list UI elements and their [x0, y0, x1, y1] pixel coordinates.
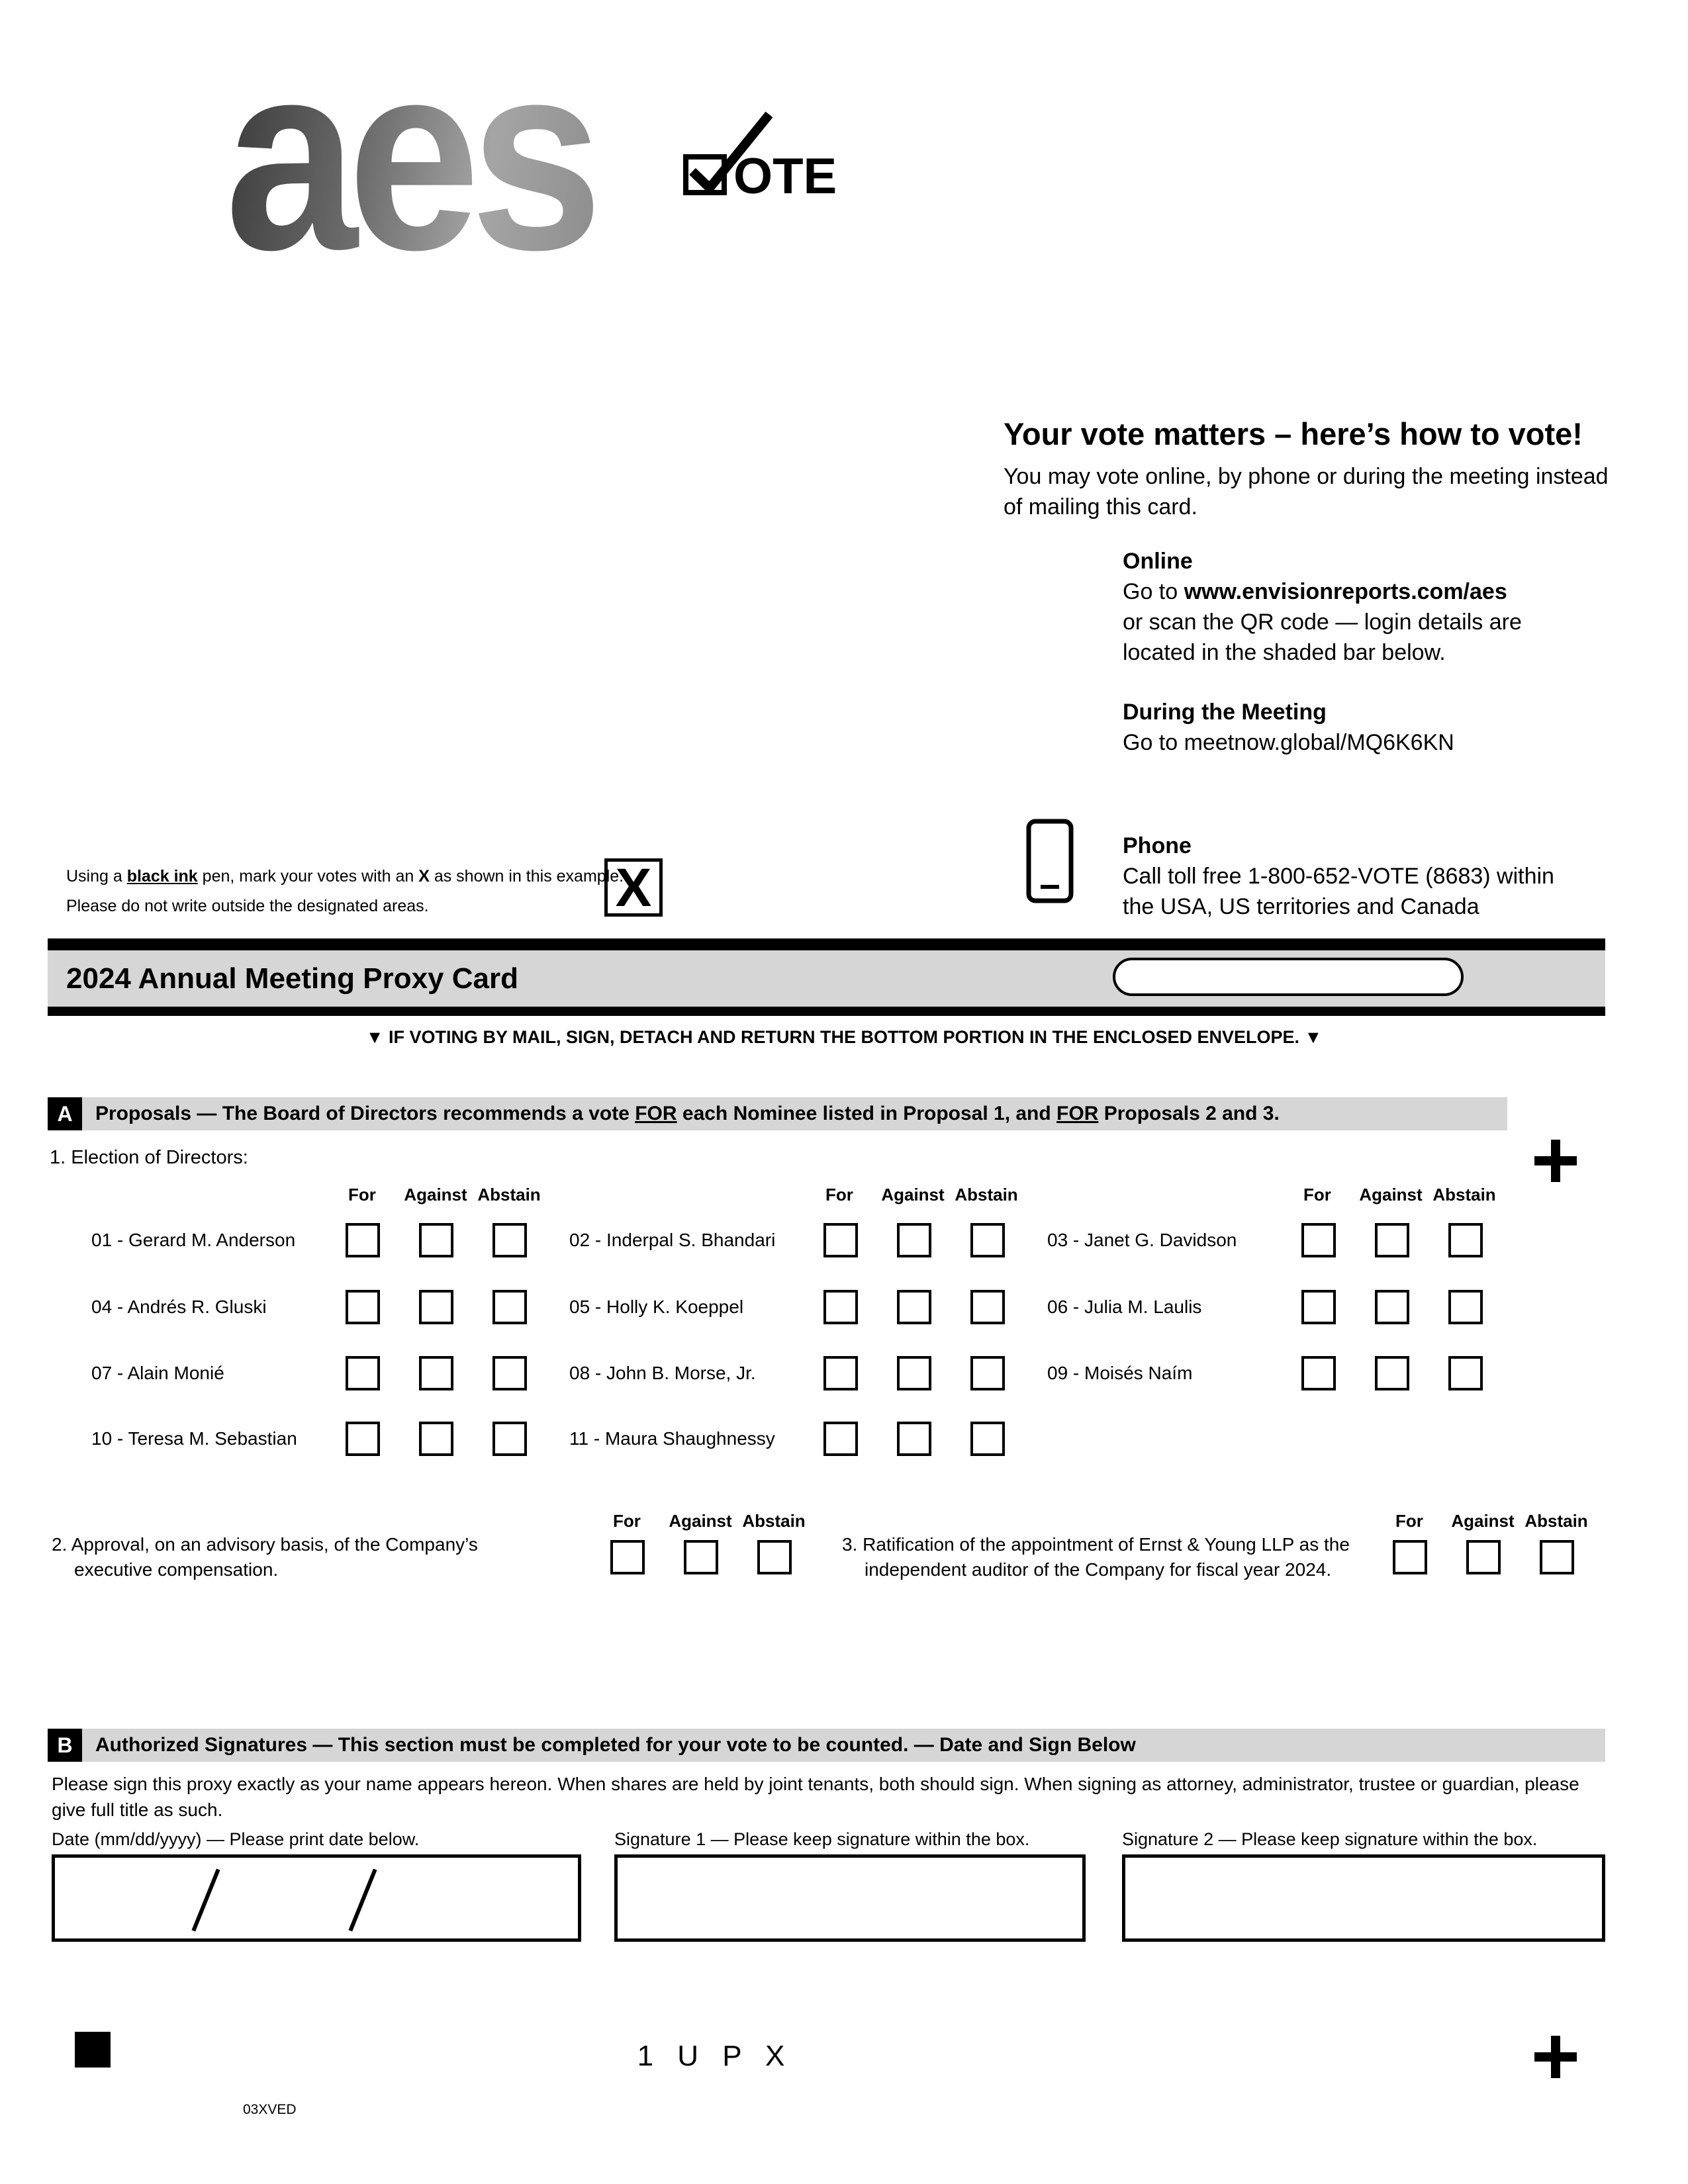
- abstain-header: Abstain: [1432, 1185, 1496, 1205]
- online-line1: [1123, 576, 1626, 607]
- nominee-01-abstain-checkbox[interactable]: [492, 1223, 527, 1257]
- nominee-06-abstain-checkbox[interactable]: [1448, 1290, 1483, 1324]
- nominee-label: 11 - Maura Shaughnessy: [569, 1428, 775, 1449]
- signature-2-box[interactable]: [1122, 1854, 1605, 1942]
- section-b-title: Authorized Signatures — This section must be completed for your vote to be counted. — Date and Sign Below: [95, 1734, 1136, 1756]
- how-to-vote-title: Your vote matters – here’s how to vote!: [1004, 416, 1583, 451]
- section-a-title: Proposals — The Board of Directors recommends a vote FOR each Nominee listed in Proposal 1, and FOR Proposals 2 and 3.: [95, 1103, 1280, 1124]
- nominee-08-against-checkbox[interactable]: [897, 1356, 931, 1390]
- meeting-heading: During the Meeting: [1123, 700, 1327, 725]
- nominee-03-against-checkbox[interactable]: [1375, 1223, 1409, 1257]
- phone-icon: [1025, 818, 1075, 904]
- online-url[interactable]: www.envisionreports.com/aes: [1184, 579, 1507, 604]
- nominee-10-for-checkbox[interactable]: [346, 1422, 380, 1456]
- for-header: For: [1395, 1511, 1423, 1531]
- mark-instruction-line2: Please do not write outside the designated areas.: [66, 897, 429, 915]
- how-to-vote-panel: [1004, 416, 1626, 922]
- nominee-07-abstain-checkbox[interactable]: [492, 1356, 527, 1390]
- nominee-label: 01 - Gerard M. Anderson: [91, 1230, 296, 1250]
- nominee-02-abstain-checkbox[interactable]: [970, 1223, 1005, 1257]
- nominee-05-abstain-checkbox[interactable]: [970, 1290, 1005, 1324]
- proxy-title-band: [48, 950, 1605, 1007]
- nominee-08-abstain-checkbox[interactable]: [970, 1356, 1005, 1390]
- proposal-2-abstain-checkbox[interactable]: [757, 1540, 792, 1574]
- proposal-3-checkboxes: [1393, 1540, 1591, 1574]
- nominee-row-02: [569, 1223, 1033, 1257]
- nominee-03-abstain-checkbox[interactable]: [1448, 1223, 1483, 1257]
- nominee-01-for-checkbox[interactable]: [346, 1223, 380, 1257]
- against-header: Against: [1359, 1185, 1423, 1205]
- section-a-header: [48, 1097, 1507, 1130]
- detach-instruction: ▼ IF VOTING BY MAIL, SIGN, DETACH AND RETURN THE BOTTOM PORTION IN THE ENCLOSED ENVELOPE. ▼: [365, 1027, 1323, 1047]
- nominee-row-07: [91, 1356, 555, 1390]
- vote-column-headers-col1: [326, 1185, 546, 1205]
- nominee-04-against-checkbox[interactable]: [419, 1290, 453, 1324]
- nominee-06-for-checkbox[interactable]: [1301, 1290, 1336, 1324]
- signature-2-label: Signature 2 — Please keep signature within the box.: [1122, 1829, 1538, 1849]
- online-line3: located in the shaded bar below.: [1123, 640, 1446, 665]
- for-header: For: [825, 1185, 853, 1205]
- date-separator-slash: [191, 1869, 220, 1932]
- nominee-label: 07 - Alain Monié: [91, 1363, 224, 1383]
- proposal-2-checkboxes: [610, 1540, 809, 1574]
- vote-logo: [677, 109, 868, 202]
- abstain-header: Abstain: [477, 1185, 541, 1205]
- nominee-07-against-checkbox[interactable]: [419, 1356, 453, 1390]
- footer-code: 1 U P X: [637, 2040, 793, 2072]
- nominee-06-against-checkbox[interactable]: [1375, 1290, 1409, 1324]
- nominee-label: 10 - Teresa M. Sebastian: [91, 1428, 297, 1449]
- proxy-card-title: 2024 Annual Meeting Proxy Card: [66, 962, 519, 995]
- nominee-label: 03 - Janet G. Davidson: [1047, 1230, 1237, 1250]
- against-header: Against: [1451, 1511, 1515, 1531]
- phone-line1: Call toll free 1-800-652-VOTE (8683) within: [1123, 864, 1554, 889]
- for-header: For: [1303, 1185, 1331, 1205]
- nominee-04-abstain-checkbox[interactable]: [492, 1290, 527, 1324]
- nominee-11-for-checkbox[interactable]: [823, 1422, 858, 1456]
- nominee-row-06: [1047, 1290, 1511, 1324]
- nominee-05-for-checkbox[interactable]: [823, 1290, 858, 1324]
- mark-instruction: [66, 862, 624, 921]
- nominee-11-abstain-checkbox[interactable]: [970, 1422, 1005, 1456]
- for-header: For: [613, 1511, 641, 1531]
- nominee-label: 09 - Moisés Naím: [1047, 1363, 1193, 1383]
- nominee-07-for-checkbox[interactable]: [346, 1356, 380, 1390]
- nominee-10-abstain-checkbox[interactable]: [492, 1422, 527, 1456]
- vote-column-headers-col3: [1281, 1185, 1501, 1205]
- example-mark-box: [604, 858, 663, 917]
- divider-rule-bottom: [48, 1007, 1605, 1016]
- mark-instruction-line1: Using a black ink pen, mark your votes with an X as shown in this example.: [66, 867, 624, 886]
- proposal-3-against-checkbox[interactable]: [1466, 1540, 1501, 1574]
- against-header: Against: [881, 1185, 945, 1205]
- abstain-header: Abstain: [955, 1185, 1018, 1205]
- abstain-header: Abstain: [1524, 1511, 1588, 1531]
- online-line2: or scan the QR code — login details are: [1123, 610, 1522, 635]
- nominee-row-03: [1047, 1223, 1511, 1257]
- proposal-2-text: 2. Approval, on an advisory basis, of the Company’s executive compensation.: [52, 1534, 478, 1580]
- nominee-label: 04 - Andrés R. Gluski: [91, 1297, 267, 1317]
- registration-plus-mark-top: [1534, 1140, 1577, 1182]
- section-b-badge: B: [48, 1729, 82, 1762]
- for-header: For: [348, 1185, 376, 1205]
- against-header: Against: [669, 1511, 732, 1531]
- nominee-09-against-checkbox[interactable]: [1375, 1356, 1409, 1390]
- aes-logo: aes: [225, 7, 593, 306]
- nominee-label: 08 - John B. Morse, Jr.: [569, 1363, 756, 1383]
- proposal-2-for-checkbox[interactable]: [610, 1540, 645, 1574]
- nominee-row-05: [569, 1290, 1033, 1324]
- login-shaded-bar: [1113, 958, 1464, 996]
- divider-rule-top: [48, 938, 1605, 950]
- nominee-10-against-checkbox[interactable]: [419, 1422, 453, 1456]
- signature-1-label: Signature 1 — Please keep signature within the box.: [614, 1829, 1030, 1849]
- example-x-mark: X: [615, 858, 652, 918]
- phone-heading: Phone: [1123, 833, 1192, 858]
- date-separator-slash: [348, 1869, 377, 1932]
- nominee-02-against-checkbox[interactable]: [897, 1223, 931, 1257]
- signature-instruction: Please sign this proxy exactly as your name appears hereon. When shares are held by joint tenants, both should sign. When signing as attorney, administrator, trustee or guardian, please give full title as such.: [52, 1774, 1579, 1820]
- nominee-01-against-checkbox[interactable]: [419, 1223, 453, 1257]
- section-a-badge: A: [48, 1097, 82, 1130]
- nominee-label: 06 - Julia M. Laulis: [1047, 1297, 1202, 1317]
- proposal-3-for-checkbox[interactable]: [1393, 1540, 1427, 1574]
- nominee-08-for-checkbox[interactable]: [823, 1356, 858, 1390]
- nominee-label: 05 - Holly K. Koeppel: [569, 1297, 744, 1317]
- date-label: Date (mm/dd/yyyy) — Please print date below.: [52, 1829, 420, 1849]
- nominee-row-10: [91, 1422, 555, 1456]
- election-of-directors-label: 1. Election of Directors:: [50, 1147, 248, 1168]
- vote-logo-text: OTE: [733, 148, 837, 202]
- vote-column-headers-col2: [803, 1185, 1023, 1205]
- proposal-3-abstain-checkbox[interactable]: [1540, 1540, 1574, 1574]
- meeting-url[interactable]: Go to meetnow.global/MQ6K6KN: [1123, 730, 1454, 755]
- nominee-09-abstain-checkbox[interactable]: [1448, 1356, 1483, 1390]
- section-b-header: [48, 1729, 1605, 1762]
- nominee-09-for-checkbox[interactable]: [1301, 1356, 1336, 1390]
- nominee-label: 02 - Inderpal S. Bhandari: [569, 1230, 776, 1250]
- nominee-row-01: [91, 1223, 555, 1257]
- online-heading: Online: [1123, 549, 1193, 574]
- form-id: 03XVED: [243, 2102, 297, 2117]
- how-to-vote-intro: You may vote online, by phone or during the meeting instead of mailing this card.: [1004, 464, 1609, 520]
- registration-plus-mark-bottom: [1534, 2036, 1577, 2078]
- date-input-box[interactable]: [52, 1854, 581, 1942]
- signature-1-box[interactable]: [614, 1854, 1086, 1942]
- nominee-04-for-checkbox[interactable]: [346, 1290, 380, 1324]
- proposal-2-against-checkbox[interactable]: [684, 1540, 718, 1574]
- vote-column-headers-proposal-2: [590, 1511, 811, 1531]
- nominee-02-for-checkbox[interactable]: [823, 1223, 858, 1257]
- nominee-05-against-checkbox[interactable]: [897, 1290, 931, 1324]
- online-goto-text: Go to: [1123, 579, 1184, 604]
- nominee-11-against-checkbox[interactable]: [897, 1422, 931, 1456]
- nominee-row-11: [569, 1422, 1033, 1456]
- phone-line2: the USA, US territories and Canada: [1123, 894, 1479, 919]
- nominee-row-09: [1047, 1356, 1511, 1390]
- registration-black-square: [75, 2032, 111, 2068]
- nominee-03-for-checkbox[interactable]: [1301, 1223, 1336, 1257]
- vote-column-headers-proposal-3: [1373, 1511, 1593, 1531]
- proposal-3-text: 3. Ratification of the appointment of Ernst & Young LLP as the independent auditor of the Company for fiscal year 2024.: [842, 1534, 1350, 1580]
- nominee-row-04: [91, 1290, 555, 1324]
- abstain-header: Abstain: [742, 1511, 806, 1531]
- against-header: Against: [404, 1185, 467, 1205]
- nominee-row-08: [569, 1356, 1033, 1390]
